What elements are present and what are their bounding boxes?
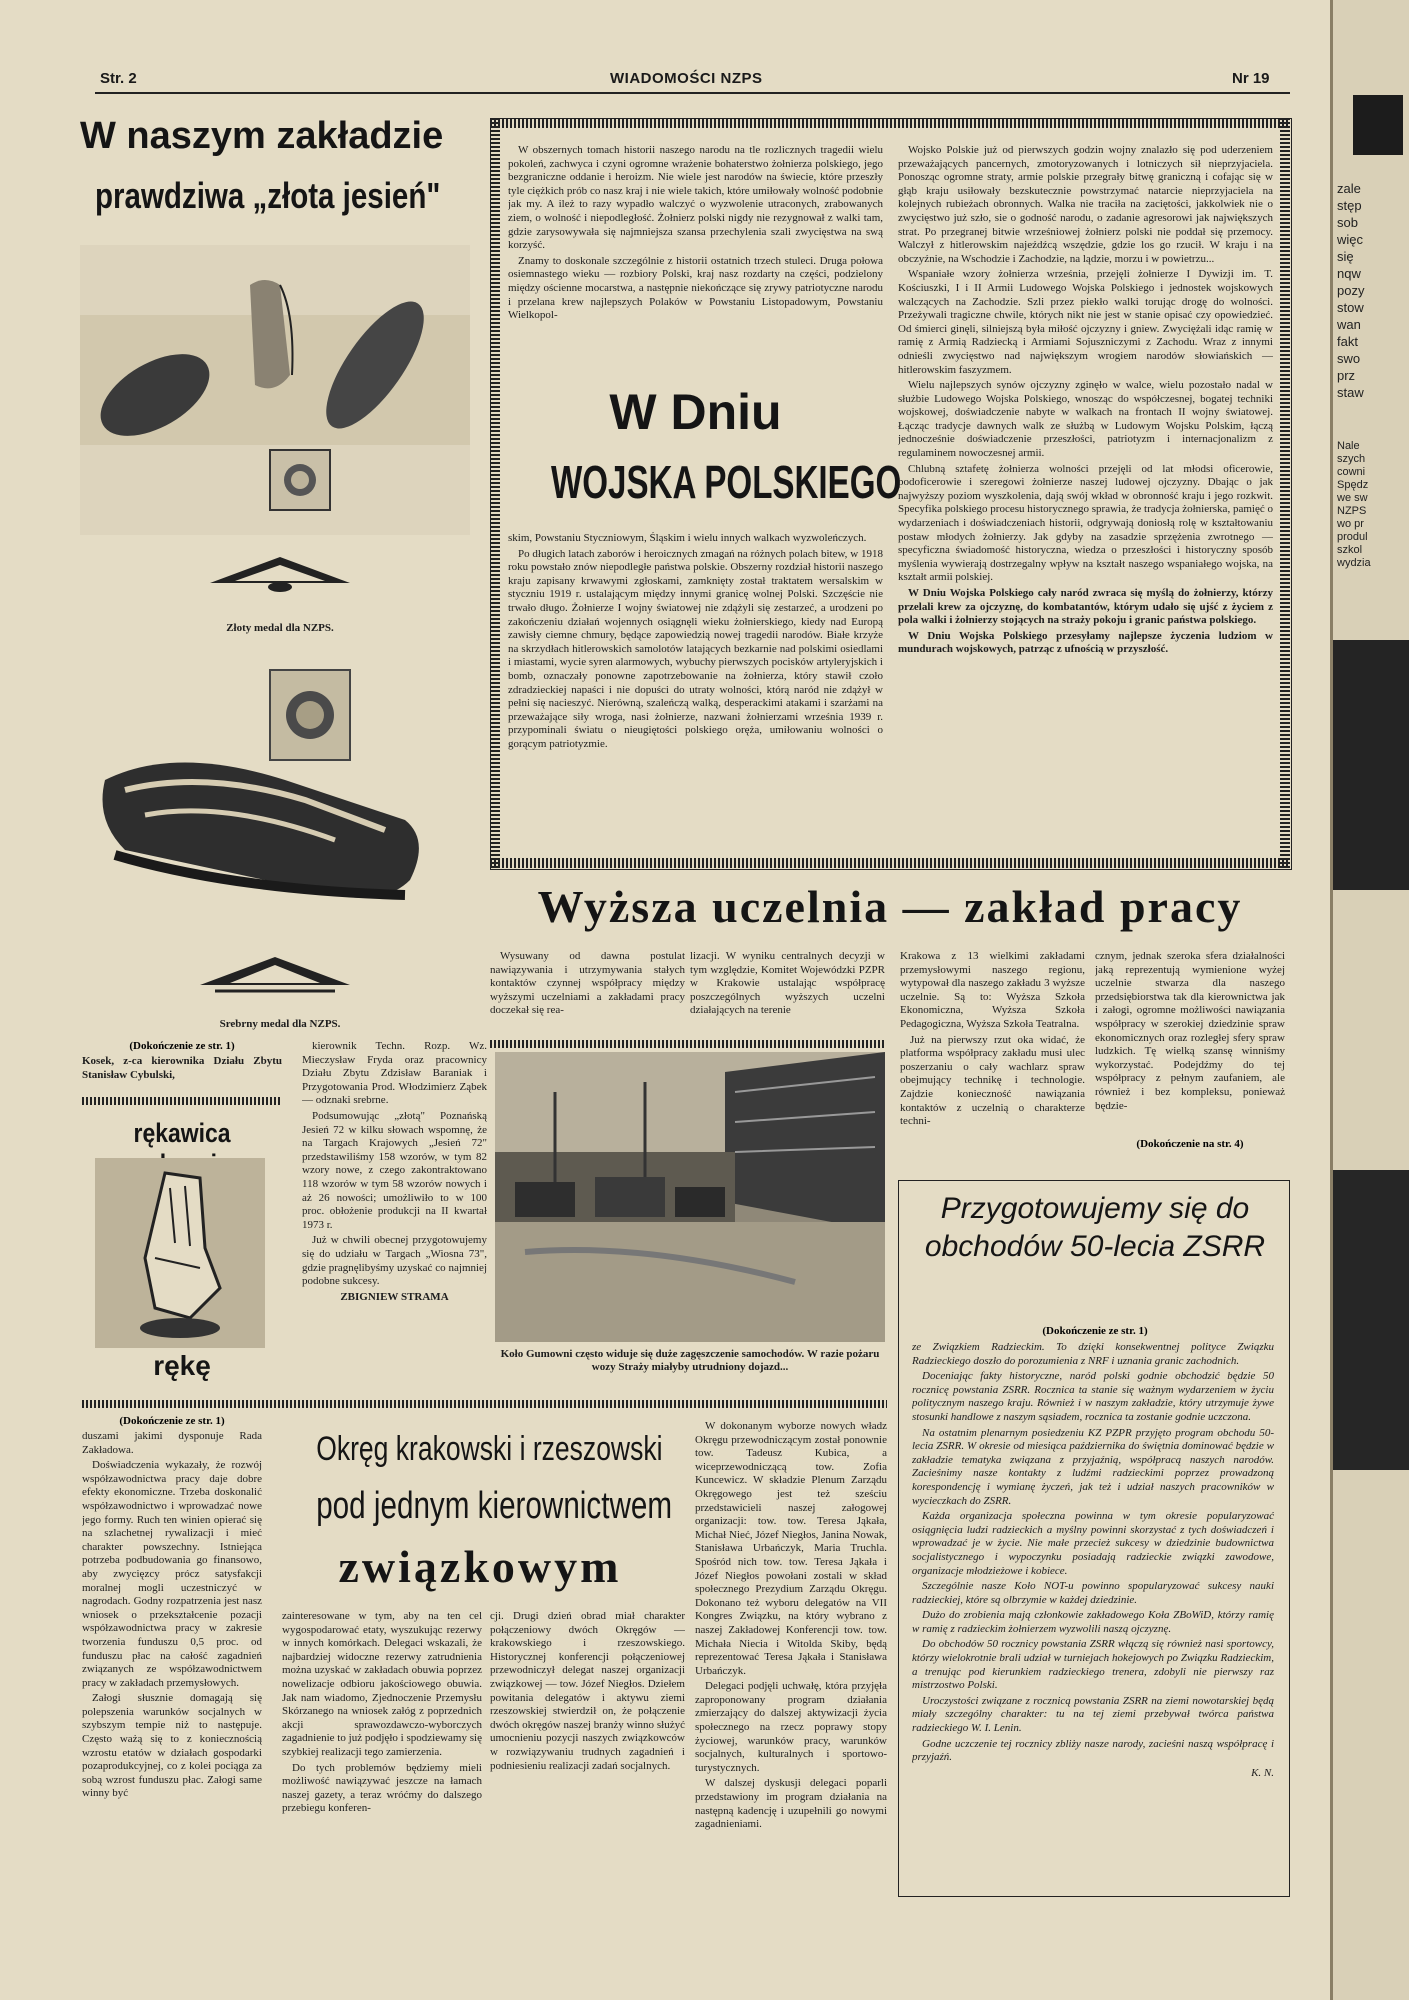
rekawica-title: rękawica xyxy=(133,1118,231,1148)
zsrr-p4: Każda organizacja społeczna powinna w tym okresie popularyzować osiągnięcia ludzi radzieckich a myślny powinni skorzystać z tych doświadczeń i wprowadzać je w życie. Nie małe przecież sukcesy w dziedzinie budownictwa socjalistycznego i wypoczynku posiadają radzieckie związki zawodowe, organizacje młodzieżowe i kobiece. xyxy=(912,1510,1274,1577)
newspaper-title: WIADOMOŚCI NZPS xyxy=(610,70,763,87)
rzeszow-col4-p3: W dalszej dyskusji delegaci poparli przedstawiony im program działania na następną kadencję i uzupełnili go nowymi zagadnieniami. xyxy=(695,1777,887,1831)
rzeszow-col2-p1: zainteresowane w tym, aby na ten cel wygospodarować etaty, wyszukując rezerwy w innych komórkach. Delegaci wskazali, że najbardziej widoczne rezerwy zatrudnienia można uzyskać w zakładach obuwia poprzez nowelizacje odbioru jakościowego obuwia. Jak nam wiadomo, Zjednoczenie Przemysłu Skórzanego na wniosek załóg z poprzednich akcji sprawozdawczo-wyborczych zagadnienie to już podjęło i spodziewamy się szybkiej realizacji tego zamierzenia. xyxy=(282,1610,482,1758)
wojsko-title-2: WOJSKA POLSKIEGO xyxy=(551,456,902,508)
zsrr-title: Przygotowujemy się do obchodów 50-lecia ZSRR xyxy=(924,1192,1266,1263)
wojsko-left-border xyxy=(490,118,500,868)
page-number: Str. 2 xyxy=(100,70,137,87)
fragment-22: szkol xyxy=(1337,544,1363,556)
wojsko-col1-p1: W obszernych tomach historii naszego narodu na tle rozlicznych tragedii wielu pokoleń, zachwyca i czyni ogromne wrażenie bohaterstwo żołnierza polskiego, jego bezgraniczne oddanie i heroizm. Nie wiele jest narodów na świecie, które przeszły tyle ciężkich prób co nasz kraj i nie wiele takich, które umiłowały wolność podobnie jak my. A ileż to razy wypadło walczyć o wyzwolenie utraconych, zrabowanych ziem, o wolność i niepodległość. Żołnierz polski nigdy nie rezygnował z walki tam, gdzie zarysowywała się najmniejsza szansa przechylenia szali zwycięstwa na swą korzyść. xyxy=(508,144,883,252)
wojsko-right-border xyxy=(1280,118,1290,868)
zlota-jesien-title-1: W naszym zakładzie xyxy=(80,115,444,157)
shoes-photo xyxy=(80,245,470,535)
wojsko-col2-p4: Chlubną sztafetę żołnierza wolności przejęli od lat młodsi oficerowie, podoficerowie i szeregowi żołnierze naszej ludowej ojczyzny. Dbając o jak najwyższy poziom wyszkolenia, dają swój wkład w obronność kraju i jego rozkwit. Specyfika polskiego procesu historycznego sprawia, że tradycja żołnierska, pamięć o wydarzeniach i doświadczeniach historii, odgrywają doniosłą rolę w kształtowaniu postaw młodych żołnierzy. Jak gdyby na zasadzie sprzężenia zwrotnego — specyficzna świadomość historyczna, wiedza o przeszłości i historyczny sposób myślenia wywierają dostrzegalny wpływ na kształt naszego wspaniałego wojska, na kształt armii polskiej. xyxy=(898,462,1273,584)
fragment-10: swo xyxy=(1337,351,1361,366)
rekawica-footer: rękę xyxy=(153,1350,211,1381)
zsrr-p6: Dużo do zrobienia mają członkowie zakładowego Koła ZBoWiD, którzy ramię w ramię z radzieckim żołnierzem wyzwolili naszą ojczyznę. xyxy=(912,1609,1274,1635)
rekawica-border xyxy=(82,1097,282,1105)
rzeszow-col1-p3: Załogi słusznie domagają się polepszenia warunków socjalnych w szybszym tempie niż to następuje. Często ważą się to z koniecznością wzrostu etatów w działach gospodarki pozaprodukcyjnej, co z kolei pociąga za sobą wzrost funduszu płac. Załogi same winny być xyxy=(82,1692,262,1800)
next-page-photo-2 xyxy=(1333,1170,1409,1470)
rzeszow-top-border xyxy=(82,1400,887,1408)
zlota-jesien-author: ZBIGNIEW STRAMA xyxy=(340,1290,449,1303)
fragment-16: cowni xyxy=(1337,466,1366,478)
rzeszow-col1-p1: duszami jakimi dysponuje Rada Zakładowa. xyxy=(82,1430,262,1456)
fragment-21: produl xyxy=(1337,531,1368,543)
rzeszow-title-2: pod jednym kierownictwem xyxy=(316,1485,673,1527)
wojsko-col2-p3: Wielu najlepszych synów ojczyzny zginęło w walce, wielu pozostało nadal w służbie Ludowego Wojska Polskiego, wnosząc do współczesnej, bogatej techniki wojskowej, doświadczenie nabyte w walkach na frontach II wojny światowej. Łącząc tradycje dawnych walk ze służbą w Ludowym Wojsku Polskim, łączą jednocześnie doświadczenie przeszłości, patriotyzm i internacjonalizm z regulaminem nowoczesnej armii. xyxy=(898,379,1273,460)
rzeszow-col1-p2: Doświadczenia wykazały, że rozwój współzawodnictwa pracy daje dobre efekty ekonomiczne. Trzeba doskonalić współzawodnictwo i wprowadzać nowe jego formy. Ruch ten winien opierać się na szlachetnej rywalizacji i mieć charakter powszechny. Istniejąca potrzeba podbudowania go finansowo, aby zwycięzcy prócz satysfakcji moralnej mogli uczestniczyć w nagrodach. Godny rozpatrzenia jest nasz wniosek o przekształcenie pozacji współzawodnictwa pracy w zakresie tworzenia funduszu 0,5 proc. od funduszu płac na całość zagadnień związanych ze współzawodnictwem pracy w zakładach przemysłowych. xyxy=(82,1459,262,1689)
zlota-jesien-text-right xyxy=(302,1040,487,1480)
zsrr-p7: Do obchodów 50 rocznicy powstania ZSRR włączą się również nasi sportowcy, którzy wielokrotnie brali udział w turniejach hokejowych po Związku Radzieckim, a trenując pod kierunkiem radzieckiego trenera, zdobyli nie pierwszy raz mistrzostwo Polski. xyxy=(912,1638,1274,1692)
zlota-jesien-text-left-p: Kosek, z-ca kierownika Działu Zbytu Stanisław Cybulski, xyxy=(82,1055,282,1081)
uczelnia-photo-border xyxy=(490,1040,885,1048)
rzeszow-title-3: związkowym xyxy=(338,1541,622,1592)
uczelnia-col3-p1: Krakowa z 13 wielkimi zakładami przemysłowymi naszego regionu, wytypował dla naszego zakładu 3 wyższe uczelnie. Są to: Wyższa Szkoła Ekonomiczna, Wyższa Szkoła Pedagogiczna, Wyższa Szkoła Teatralna. xyxy=(900,950,1085,1030)
zsrr-continued: (Dokończenie ze str. 1) xyxy=(1042,1325,1148,1337)
wojsko-col1-p2: Znamy to doskonale szczególnie z historii ostatnich trzech stuleci. Druga połowa osiemnastego wieku — rozbiory Polski, kraj nasz rozdarty na części, podzielony między ościenne mocarstwa, a następnie niekończące się zrywy patriotyczne narodu i przelana krew najlepszych Polaków w Powstaniu Listopadowym, Powstaniu Wielkopol- xyxy=(508,254,883,322)
rzeszow-col1 xyxy=(82,1430,262,1900)
fragment-8: wan xyxy=(1337,317,1361,332)
wojsko-col1-bottom-p1: skim, Powstaniu Styczniowym, Śląskim i wielu innych walkach wyzwoleńczych. xyxy=(508,532,867,544)
rzeszow-title-1: Okręg krakowski i rzeszowski xyxy=(316,1430,663,1468)
wojsko-col2-p1: Wojsko Polskie już od pierwszych godzin wojny znalazło się pod uderzeniem przeważających pancernych, zmotoryzowanych i lotniczych sił nieprzyjaciela. Ponosząc ogromne straty, armie polskie przegrały bitwę graniczną i cofając się w głąb kraju usiłowały bezskutecznie powstrzymać natarcie nieprzyjaciela na kolejnych rubieżach obronnych. Walka nie traciła na zaciętości, jakkolwiek nie o zwycięstwo już szło, sie o godność narodu, o zadanie agresorowi jak największych strat. Po przegranej bitwie wrześniowej żołnierz polski nie poddał się przemocy. Walczył z hitlerowskim najeźdźcą wszędzie, gdzie los go rzucił. W kraju i na obczyźnie, na Wschodzie i Zachodzie, na lądzie, morzu i w powietrzu... xyxy=(898,144,1273,265)
sandal-photo xyxy=(85,650,465,940)
fragment-12: staw xyxy=(1337,385,1364,400)
silver-medal-icon xyxy=(195,955,355,1000)
next-page-text xyxy=(1337,180,1409,401)
zsrr-p9: Godne uczczenie tej rocznicy zbliży nasze narody, zacieśni naszą współpracę i przyjaźń. xyxy=(912,1737,1274,1764)
zsrr-p3: Na ostatnim plenarnym posiedzeniu KZ PZPR przyjęto program obchodu 50-lecia ZSRR. W okresie od miesiąca października do świętnia dominować będzie w zakładzie tematyka związana z przyjaźnią, współpracą naszych narodów. Zacieśnimy nasze kontakty z ludźmi radzieckimi poprzez prowadzoną korespondencję i wymianę życzeń, jak też i udział naszych pracowników w wycieczkach do ZSRR. xyxy=(912,1426,1274,1507)
zlota-jesien-text-left xyxy=(82,1055,282,1087)
fragment-3: więc xyxy=(1337,232,1364,247)
rzeszow-col2 xyxy=(282,1610,482,1900)
rzeszow-continued: (Dokończenie ze str. 1) xyxy=(119,1415,225,1427)
fragment-19: NZPS xyxy=(1337,505,1367,517)
uczelnia-col1-p: Wysuwany od dawna postulat nawiązywania i utrzymywania stałych kontaktów czynnej współpracy między wyższymi uczelniami a zakładami pracy doczekał się rea- xyxy=(490,950,685,1017)
fragment-4: się xyxy=(1337,249,1354,264)
wojsko-col2-bold1: W Dniu Wojska Polskiego cały naród zwraca się myślą do żołnierzy, którzy przelali krew za ojczyznę, do kombatantów, którym udało się ujść z życiem z pola walki i żołnierzy stojących na straży pokoju i granic państwa polskiego. xyxy=(898,587,1273,627)
uczelnia-col3 xyxy=(900,950,1085,1150)
next-page-photo xyxy=(1333,640,1409,890)
zlota-jesien-p2: Podsumowując „złotą" Poznańską Jesień 72 w kilku słowach wspomnę, że na Targach Krajowych „Jesień 72" przedstawiliśmy 158 wzorów, w tym 82 wzory nowe, z czego zakontraktowano 118 wzorów w tym 58 wzorów nowych i aż 26 nowości; umożliwiło to w 100 proc. obłożenie produkcji na II kwartał 1973 r. xyxy=(302,1109,487,1231)
fragment-17: Spędz xyxy=(1337,479,1369,491)
zsrr-author: K. N. xyxy=(1251,1766,1274,1779)
fragment-5: nqw xyxy=(1337,266,1361,281)
fragment-0: zale xyxy=(1337,181,1361,196)
glove-icon xyxy=(95,1158,265,1348)
rzeszow-col4-p2: Delegaci podjęli uchwałę, która przyjęła zaproponowany program działania zmierzający do dalszej aktywizacji życia społecznego na rzecz poprawy stopy życiowej, warunków pracy, warunków socjalnych, kulturalnych i sportowo-turystycznych. xyxy=(695,1680,887,1774)
uczelnia-col1 xyxy=(490,950,685,1040)
header-rule xyxy=(95,92,1290,94)
fragment-14: Nale xyxy=(1337,440,1360,452)
silver-medal-caption: Srebrny medal dla NZPS. xyxy=(219,1018,341,1030)
uczelnia-continued: (Dokończenie na str. 4) xyxy=(1136,1138,1244,1150)
gumownia-photo xyxy=(495,1052,885,1342)
wojsko-top-border xyxy=(490,118,1290,128)
uczelnia-col3-p2: Już na pierwszy rzut oka widać, że platforma współpracy zakładu musi ulec poszerzaniu o cały wachlarz spraw obejmujący technikę i technologie. Zajdzie konieczność nawiązania kontaktów z uczelnią o charakterze techni- xyxy=(900,1033,1085,1128)
wojsko-col1-bottom xyxy=(508,532,883,854)
fragment-6: pozy xyxy=(1337,283,1365,298)
zsrr-p1: ze Związkiem Radzieckim. To dzięki konsekwentnej polityce Związku Radzieckiego doszło do porozumienia z NRF i uznania granic zachodnich. xyxy=(912,1341,1274,1367)
wojsko-col2-bold2: W Dniu Wojska Polskiego przesyłamy najlepsze życzenia ludziom w mundurach wojskowych, patrząc z ufnością w przyszłość. xyxy=(898,629,1273,656)
uczelnia-col4 xyxy=(1095,950,1285,1135)
uczelnia-col2 xyxy=(690,950,885,1040)
wojsko-col1-top xyxy=(508,144,883,372)
zlota-jesien-p3: Już w chwili obecnej przygotowujemy się do udziału w Targach „Wiosna 73", gdzie pragnęlibyśmy uzyskać co najmniej podobne sukcesy. xyxy=(302,1234,487,1288)
zsrr-p2: Doceniając fakty historyczne, naród polski godnie obchodzić będzie 50 rocznicę powstania ZSRR. Rocznica ta stanie się ważnym wydarzeniem w życiu politycznym naszego kraju. Również i w naszym zakładzie, który utrzymuje żywe stosunki handlowe z naszym sąsiadem, rocznica ta zostanie godnie uczczona. xyxy=(912,1370,1274,1423)
next-page-headline-block xyxy=(1353,95,1403,155)
wojsko-col1-bottom-p2: Po długich latach zaborów i heroicznych zmagań na różnych polach bitew, w 1918 roku powstało znów niepodległe państwa polskie. Obszerny rozdział historii naszego kraju zapisany krwawymi zgłoskami, zamknięty został traktatem wersalskim w styczniu 1919 r. ustalającym między innymi granicę wolnej Polski. Szczęście nie trwało długo. Żołnierze I wojny światowej nie zdążyli się zestarzeć, a urodzeni po zakończeniu działań wojennych osiągnęli wieku żołnierskiego, kiedy nad Europą zawisły ciemne chmury, będące zapowiedzią nowej tragedii narodów. Białe krzyże na skrzydłach hitlerowskich samolotów latających bezkarnie nad polskimi osiedlami i miastami, wycie syren alarmowych, wybuchy pierwszych pocisków artyleryjskich i bomb, oznaczały ponowne zapotrzebowanie na żołnierza, który stawił czoło zdradzieckiej napaści i nie dopuści do utraty wolności, którą naród nie zdążył w pełni się nacieszyć. Nierówną, szaleńczą walką, desperackimi atakami i szarżami na przeważające siły wroga, nasi żołnierze, nazwani żołnierzami września 1939 r. przypominali światu o nieugiętości polskiego oręża, umiłowaniu wolności o gorącym patriotyzmie. xyxy=(508,547,883,750)
uczelnia-col2-p: lizacji. W wyniku centralnych decyzji w tym względzie, Komitet Wojewódzki PZPR w Krakowie ustalając współpracę poszczególnych wyższych uczelni działających na terenie xyxy=(690,950,885,1017)
uczelnia-title: Wyższa uczelnia — zakład pracy xyxy=(537,881,1243,932)
fragment-7: stow xyxy=(1337,300,1364,315)
rzeszow-col3-p: cji. Drugi dzień obrad miał charakter połączeniowy dwóch Okręgów — krakowskiego i rzeszowskiego. Historycznej konferencji połączeniowej przewodniczył delegat naszej organizacji związkowej — tow. Józef Niegłos. Dziełem powitania delegatów i aktywu ziemi rzeszowskiej stwierdził on, że połączenie dwóch okręgów naszej branży winno służyć umocnieniu pozycji naszych związkowców w rozwiązywaniu trudnych zagadnień i podniesieniu realizacji zadań socjalnych. xyxy=(490,1610,685,1772)
rzeszow-col3 xyxy=(490,1610,685,1900)
zsrr-body xyxy=(912,1341,1274,1886)
fragment-20: wo pr xyxy=(1337,518,1364,530)
zsrr-p8: Uroczystości związane z rocznicą powstania ZSRR na ziemi nowotarskiej będą miały szczególny charakter: tu na tej ziemi przebywał twórca państwa radzieckiego W. I. Lenin. xyxy=(912,1694,1274,1735)
gold-medal-caption: Złoty medal dla NZPS. xyxy=(226,622,334,634)
zsrr-p5: Szczególnie nasze Koło NOT-u powinno spopularyzować sukcesy nauki radzieckiej, które są olbrzymie w każdej dziedzinie. xyxy=(912,1580,1274,1606)
zlota-jesien-title-2: prawdziwa „złota jesień" xyxy=(95,175,441,216)
fragment-2: sob xyxy=(1337,215,1358,230)
rzeszow-col2-p2: Do tych problemów będziemy mieli możliwość nawiązywać jeszcze na łamach naszej gazety, a teraz wróćmy do dalszego przebiegu konferen- xyxy=(282,1761,482,1815)
fragment-1: stęp xyxy=(1337,198,1362,213)
wojsko-title-1: W Dniu xyxy=(609,384,782,440)
wojsko-col2 xyxy=(898,144,1273,854)
next-page-text-2 xyxy=(1337,440,1409,570)
fragment-23: wydzia xyxy=(1337,557,1371,569)
rzeszow-col4 xyxy=(695,1420,887,1900)
rzeszow-col4-p1: W dokonanym wyborze nowych władz Okręgu przewodniczącym został ponownie tow. Tadeusz Kubica, a wiceprzewodniczącą tow. Zofia Kuncewicz. W składzie Plenum Zarządu Okręgowego jest też sześciu przedstawicieli naszej załogowej organizacji: tow. tow. Teresa Jąkała, Michał Nieć, Józef Niegłos, Janina Nowak, Stanisława Urbańczyk, Maria Truchla. Spośród nich tow. tow. Teresa Jąkała i Józef Niegłos powołani zostali w skład społecznego Prezydium Zarządu Okręgu. Dokonano też wyboru delegatów na VII Kongres Związku, na który wybrano z naszej Zakładowej Konferencji tow. tow. Michała Niecia i Witolda Skiby, będą reprezentować Teresa Jąkała i Stanisława Urbańczyk. xyxy=(695,1420,887,1677)
shoes-illustration xyxy=(80,245,470,535)
sandal-illustration xyxy=(85,650,465,940)
uczelnia-col4-p: cznym, jednak szeroka sfera działalności jaką reprezentują wymienione wyżej uczelnie stwarza dla naszego przedsiębiorstwa tak dla kierownictwa jak i załogi, ogromne możliwości nawiązania współpracy w szerokiej dziedzinie spraw ekonomicznych oraz rozległej sfery spraw ludzkich. Tę wielką szansę winniśmy wykorzystać. Podejdźmy do tej współpracy z pełnym zaufaniem, ale również i bez kompleksu, ponieważ będzie- xyxy=(1095,950,1285,1112)
zlota-jesien-p1: kierownik Techn. Rozp. Wz. Mieczysław Fryda oraz pracownicy Działu Zbytu Zdzisław Baraniak i Przygotowania Prod. Włodzimierz Ząbek — odznaki srebrne. xyxy=(302,1040,487,1107)
gumownia-caption: Koło Gumowni często widuje się duże zagęszczenie samochodów. W razie pożaru wozy Straży miałyby utrudniony dojazd... xyxy=(500,1348,880,1373)
fragment-18: we sw xyxy=(1337,492,1368,504)
fragment-11: prz xyxy=(1337,368,1356,383)
next-page-edge xyxy=(1330,0,1409,2000)
fragment-9: fakt xyxy=(1337,334,1358,349)
gumownia-illustration xyxy=(495,1052,885,1342)
issue-number: Nr 19 xyxy=(1232,70,1270,87)
gold-medal-icon xyxy=(205,555,355,595)
fragment-15: szych xyxy=(1337,453,1366,465)
wojsko-col2-p2: Wspaniałe wzory żołnierza września, przejęli żołnierze I Dywizji im. T. Kościuszki, I i II Armii Ludowego Wojska Polskiego i jednostek wojskowych walczących na Zachodzie. Szli przez piekło walki torując drogę do wolności. Przeżywali tragiczne chwile, których nikt nie jest w stanie opisać czy opowiedzieć. Od śmierci ginęli, silniejszą była miłość ojczyzny i gniew. Zwyciężali idąc ramię w ramię z Armią Radziecką i Armiami Sojuszniczymi z Zachodu. Wraz z innymi odnieśli zwycięstwo nad największym wrogiem narodów słowiańskich — hitlerowskim faszyzmem. xyxy=(898,268,1273,376)
wojsko-bottom-border xyxy=(490,858,1290,868)
zlota-jesien-continued: (Dokończenie ze str. 1) xyxy=(129,1040,235,1052)
